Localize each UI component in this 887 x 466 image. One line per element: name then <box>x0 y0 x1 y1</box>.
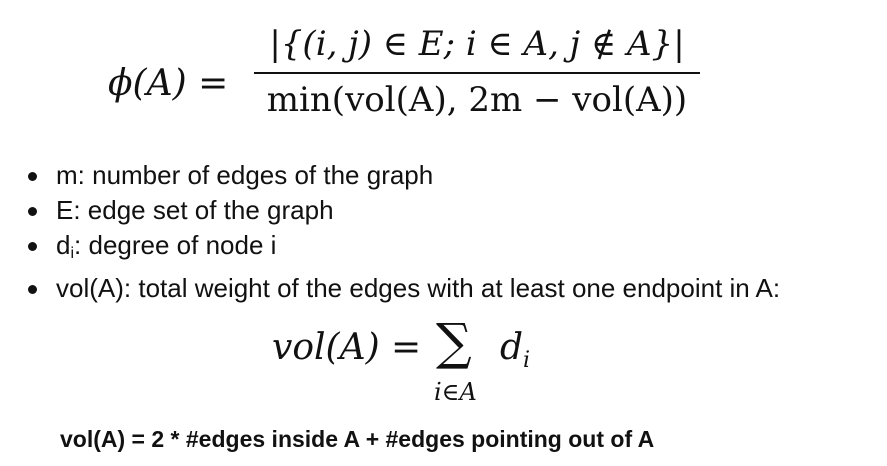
conductance-numerator: |{(i, j) ∈ E; i ∈ A, j ∉ A}| <box>269 24 685 64</box>
bullet-text: m: number of edges of the graph <box>56 160 434 190</box>
volume-note: vol(A) = 2 * #edges inside A + #edges pointing out of A <box>60 426 655 452</box>
term-subscript: i <box>523 348 531 373</box>
conductance-denominator: min(vol(A), 2m − vol(A)) <box>266 80 688 120</box>
volume-formula <box>272 313 592 413</box>
conductance-lhs: ϕ(A) = <box>108 63 229 104</box>
bullet-text: : degree of node i <box>74 230 277 260</box>
bullet-text: vol(A): total weight of the edges with at least one endpoint in A: <box>56 273 781 303</box>
bullet-text: E: edge set of the graph <box>56 195 334 225</box>
bullet-item-e <box>28 193 780 228</box>
volume-lhs: vol(A) = <box>272 327 422 368</box>
summation-index: i∈A <box>434 378 477 406</box>
term-base: d <box>500 327 524 368</box>
fraction-bar <box>254 72 700 74</box>
summation-term <box>500 326 530 383</box>
bullet-prefix: d <box>56 230 71 260</box>
bullet-item-m <box>28 158 780 193</box>
conductance-fraction <box>254 22 700 122</box>
bullet-item-vol <box>28 271 780 306</box>
conductance-formula <box>108 22 708 132</box>
summation-symbol: ∑ <box>436 313 472 371</box>
definition-list <box>28 158 780 306</box>
bullet-subscript: i <box>70 245 75 262</box>
bullet-item-di <box>28 228 780 271</box>
